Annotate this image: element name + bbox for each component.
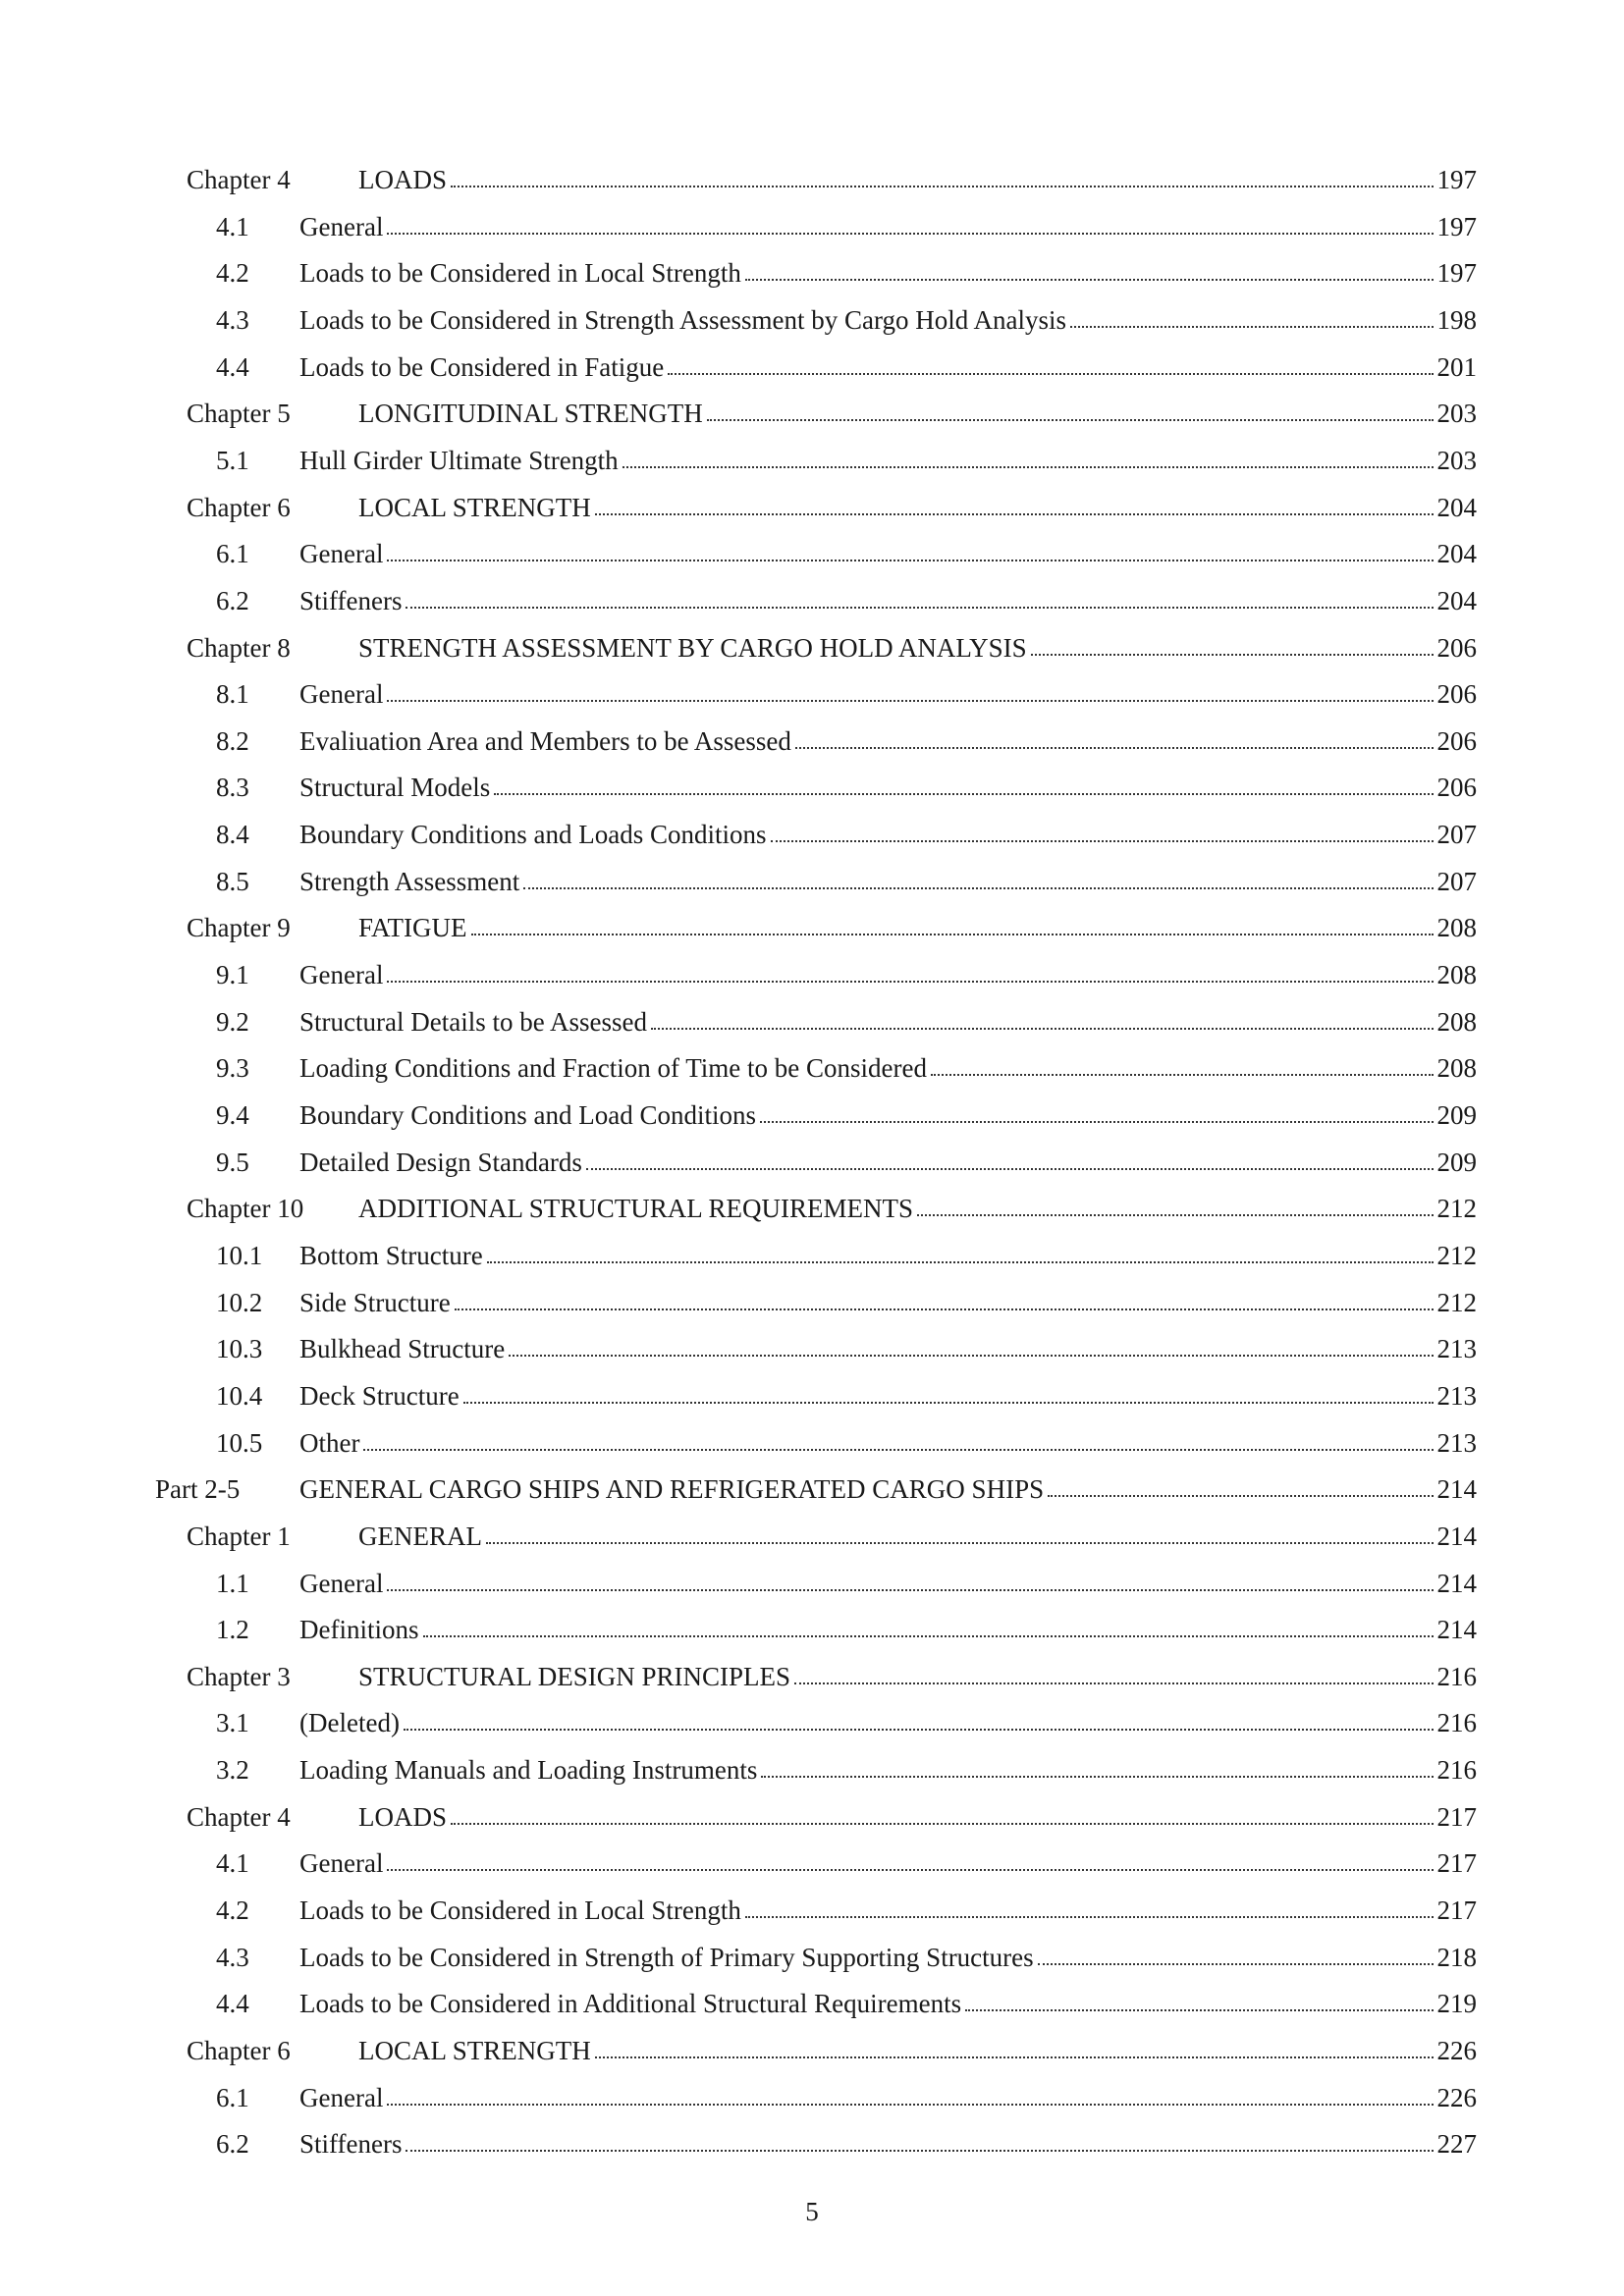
toc-entry-page: 227 <box>1436 2129 1477 2160</box>
dot-leader <box>406 607 1433 609</box>
toc-entry-section[interactable] <box>216 1925 1477 1972</box>
toc-entry-page: 204 <box>1436 492 1477 522</box>
dot-leader <box>463 1402 1434 1404</box>
toc-entry-number: 6.2 <box>216 585 249 615</box>
toc-entry-title: General <box>299 539 384 569</box>
toc-entry-title: Loads to be Considered in Local Strength <box>299 1896 741 1926</box>
toc-entry-page: 226 <box>1436 2082 1477 2112</box>
toc-entry-section[interactable] <box>216 802 1477 849</box>
dot-leader <box>387 1589 1433 1591</box>
toc-entry-page: 203 <box>1436 399 1477 429</box>
toc-entry-page: 208 <box>1436 1053 1477 1084</box>
toc-entry-title: FATIGUE <box>358 913 467 943</box>
dot-leader <box>1048 1495 1433 1497</box>
toc-entry-page: 203 <box>1436 445 1477 475</box>
toc-entry-title: General <box>299 1848 384 1879</box>
dot-leader <box>471 934 1434 935</box>
toc-entry-number: 8.2 <box>216 725 249 756</box>
toc-entry-page: 206 <box>1436 632 1477 663</box>
toc-entry-number: Chapter 8 <box>187 632 291 663</box>
toc-entry-title: Loads to be Considered in Fatigue <box>299 351 665 382</box>
toc-entry-number: 1.1 <box>216 1568 249 1598</box>
dot-leader <box>707 419 1434 421</box>
toc-entry-page: 206 <box>1436 725 1477 756</box>
dot-leader <box>1070 326 1434 328</box>
toc-entry-page: 197 <box>1436 165 1477 194</box>
page-number: 5 <box>805 2197 819 2226</box>
dot-leader <box>595 2056 1434 2058</box>
toc-entry-section[interactable] <box>216 1831 1477 1878</box>
toc-entry-page: 212 <box>1436 1287 1477 1317</box>
toc-entry-title: General <box>299 2082 384 2112</box>
toc-entry-section[interactable] <box>216 335 1477 382</box>
toc-entry-chapter[interactable] <box>187 1644 1477 1691</box>
toc-entry-page: 209 <box>1436 1147 1477 1177</box>
toc-entry-number: 4.1 <box>216 211 249 241</box>
toc-entry-number: 9.5 <box>216 1147 249 1177</box>
toc-entry-page: 197 <box>1436 258 1477 289</box>
toc-entry-chapter[interactable] <box>187 895 1477 942</box>
dot-leader <box>595 513 1434 515</box>
dot-leader <box>623 466 1434 468</box>
dot-leader <box>1031 654 1434 656</box>
toc-entry-section[interactable] <box>216 428 1477 475</box>
toc-entry-title: General <box>299 960 384 990</box>
toc-entry-section[interactable] <box>216 240 1477 288</box>
toc-entry-title: STRENGTH ASSESSMENT BY CARGO HOLD ANALYSIS <box>358 632 1027 663</box>
toc-entry-chapter[interactable] <box>187 1176 1477 1223</box>
toc-entry-number: Part 2-5 <box>155 1474 241 1505</box>
dot-leader <box>423 1635 1434 1637</box>
dot-leader <box>406 2150 1433 2152</box>
toc-entry-number: 9.3 <box>216 1053 249 1084</box>
toc-entry-number: Chapter 10 <box>187 1194 304 1224</box>
toc-entry-section[interactable] <box>216 989 1477 1037</box>
dot-leader <box>387 981 1433 983</box>
toc-entry-section[interactable] <box>216 755 1477 802</box>
toc-entry-section[interactable] <box>216 1551 1477 1598</box>
toc-entry-section[interactable] <box>216 568 1477 615</box>
dot-leader <box>363 1449 1433 1451</box>
toc-entry-number: 6.2 <box>216 2129 249 2160</box>
toc-entry-section[interactable] <box>216 1036 1477 1083</box>
toc-entry-title: GENERAL CARGO SHIPS AND REFRIGERATED CARGO SHIPS <box>299 1474 1045 1505</box>
toc-entry-page: 213 <box>1436 1380 1477 1411</box>
toc-entry-number: 6.1 <box>216 2082 249 2112</box>
toc-entry-number: Chapter 5 <box>187 399 291 429</box>
toc-entry-page: 214 <box>1436 1474 1477 1505</box>
toc-entry-page: 208 <box>1436 1006 1477 1037</box>
dot-leader <box>387 560 1433 561</box>
toc-entry-page: 207 <box>1436 866 1477 896</box>
toc-entry-number: 6.1 <box>216 539 249 569</box>
toc-entry-section[interactable] <box>216 2065 1477 2112</box>
toc-entry-number: 8.1 <box>216 679 249 710</box>
toc-entry-title: Loads to be Considered in Additional Structural Requirements <box>299 1989 962 2019</box>
toc-entry-title: Bulkhead Structure <box>299 1334 506 1364</box>
toc-entry-number: 4.3 <box>216 1942 249 1972</box>
toc-entry-number: 4.2 <box>216 258 249 289</box>
toc-entry-title: General <box>299 679 384 710</box>
toc-entry-section[interactable] <box>216 1878 1477 1925</box>
toc-entry-part[interactable] <box>155 1457 1477 1504</box>
toc-entry-number: 10.4 <box>216 1380 263 1411</box>
dot-leader <box>451 186 1433 187</box>
toc-entry-title: Stiffeners <box>299 2129 403 2160</box>
toc-entry-section[interactable] <box>216 849 1477 896</box>
toc-entry-section[interactable] <box>216 709 1477 756</box>
dot-leader <box>586 1168 1434 1170</box>
toc-entry-title: Loads to be Considered in Local Strength <box>299 258 741 289</box>
toc-entry-page: 208 <box>1436 913 1477 943</box>
toc-entry-section[interactable] <box>216 521 1477 568</box>
toc-entry-title: Stiffeners <box>299 585 403 615</box>
toc-entry-title: STRUCTURAL DESIGN PRINCIPLES <box>358 1661 791 1691</box>
toc-entry-number: 3.2 <box>216 1755 249 1786</box>
toc-entry-title: Other <box>299 1427 360 1458</box>
toc-entry-chapter[interactable] <box>187 615 1477 663</box>
toc-entry-title: Deck Structure <box>299 1380 460 1411</box>
toc-entry-title: Bottom Structure <box>299 1240 483 1270</box>
toc-entry-number: Chapter 1 <box>187 1521 291 1551</box>
dot-leader <box>771 840 1434 842</box>
toc-entry-title: Hull Girder Ultimate Strength <box>299 445 619 475</box>
dot-leader <box>917 1214 1434 1216</box>
toc-entry-section[interactable] <box>216 1316 1477 1363</box>
dot-leader <box>387 700 1433 702</box>
toc-entry-page: 219 <box>1436 1989 1477 2019</box>
toc-entry-title: LOADS <box>358 165 448 194</box>
dot-leader <box>404 1729 1434 1731</box>
toc-entry-section[interactable] <box>216 1223 1477 1270</box>
toc-entry-page: 226 <box>1436 2036 1477 2065</box>
toc-entry-number: 4.1 <box>216 1848 249 1879</box>
toc-entry-page: 217 <box>1436 1848 1477 1879</box>
toc-entry-number: 8.4 <box>216 820 249 850</box>
toc-entry-number: 4.4 <box>216 351 249 382</box>
toc-entry-number: Chapter 6 <box>187 2036 291 2065</box>
toc-entry-page: 213 <box>1436 1334 1477 1364</box>
toc-entry-title: General <box>299 1568 384 1598</box>
toc-entry-page: 217 <box>1436 1801 1477 1832</box>
toc-entry-page: 214 <box>1436 1568 1477 1598</box>
toc-entry-page: 216 <box>1436 1708 1477 1738</box>
dot-leader <box>486 1542 1434 1544</box>
toc-entry-page: 206 <box>1436 773 1477 803</box>
toc-entry-title: General <box>299 211 384 241</box>
dot-leader <box>794 1682 1433 1684</box>
toc-entry-section[interactable] <box>216 2111 1477 2159</box>
toc-entry-page: 208 <box>1436 960 1477 990</box>
toc-entry-section[interactable] <box>216 662 1477 709</box>
toc-entry-page: 218 <box>1436 1942 1477 1972</box>
dot-leader <box>760 1121 1434 1123</box>
toc-entry-number: 8.3 <box>216 773 249 803</box>
toc-entry-page: 214 <box>1436 1615 1477 1645</box>
dot-leader <box>387 233 1433 235</box>
toc-entry-title: LOCAL STRENGTH <box>358 492 591 522</box>
toc-entry-number: Chapter 9 <box>187 913 291 943</box>
toc-entry-chapter[interactable] <box>187 475 1477 522</box>
dot-leader <box>931 1074 1434 1076</box>
toc-entry-number: 8.5 <box>216 866 249 896</box>
toc-entry-page: 216 <box>1436 1661 1477 1691</box>
toc-entry-title: Detailed Design Standards <box>299 1147 582 1177</box>
toc-entry-title: Definitions <box>299 1615 419 1645</box>
toc-entry-section[interactable] <box>216 194 1477 241</box>
dot-leader <box>523 887 1433 889</box>
toc-entry-title: Structural Details to be Assessed <box>299 1006 647 1037</box>
dot-leader <box>965 2009 1433 2011</box>
toc-entry-number: Chapter 4 <box>187 1801 291 1832</box>
dot-leader <box>451 1823 1433 1825</box>
toc-entry-chapter[interactable] <box>187 1504 1477 1551</box>
toc-entry-title: LONGITUDINAL STRENGTH <box>358 399 703 429</box>
toc-entry-number: 9.4 <box>216 1100 249 1130</box>
toc-entry-section[interactable] <box>216 1130 1477 1177</box>
dot-leader <box>487 1261 1434 1263</box>
toc-entry-number: Chapter 4 <box>187 165 291 194</box>
dot-leader <box>745 1916 1434 1918</box>
toc-entry-section[interactable] <box>216 1411 1477 1458</box>
toc-entry-section[interactable] <box>216 1737 1477 1785</box>
dot-leader <box>761 1776 1433 1778</box>
dot-leader <box>455 1308 1434 1310</box>
toc-entry-title: Structural Models <box>299 773 491 803</box>
toc-entry-page: 207 <box>1436 820 1477 850</box>
dot-leader <box>668 373 1433 375</box>
toc-entry-page: 213 <box>1436 1427 1477 1458</box>
toc-entry-page: 212 <box>1436 1240 1477 1270</box>
dot-leader <box>651 1028 1434 1030</box>
toc-entry-chapter[interactable] <box>187 381 1477 428</box>
toc-entry-section[interactable] <box>216 288 1477 335</box>
toc-entry-number: 4.3 <box>216 304 249 335</box>
toc-entry-title: Boundary Conditions and Loads Conditions <box>299 820 767 850</box>
toc-entry-section[interactable] <box>216 1597 1477 1644</box>
toc-entry-chapter[interactable] <box>187 1785 1477 1832</box>
toc-entry-title: Boundary Conditions and Load Conditions <box>299 1100 756 1130</box>
toc-entry-number: 10.5 <box>216 1427 263 1458</box>
dot-leader <box>1038 1963 1434 1965</box>
dot-leader <box>795 747 1434 749</box>
toc-entry-title: ADDITIONAL STRUCTURAL REQUIREMENTS <box>358 1194 913 1224</box>
toc-entry-number: 1.2 <box>216 1615 249 1645</box>
toc-entry-title: LOCAL STRENGTH <box>358 2036 591 2065</box>
toc-entry-chapter[interactable] <box>187 2018 1477 2065</box>
toc-entry-page: 209 <box>1436 1100 1477 1130</box>
toc-entry-page: 216 <box>1436 1755 1477 1786</box>
toc-entry-page: 212 <box>1436 1194 1477 1224</box>
dot-leader <box>745 279 1434 281</box>
toc-entry-title: Loading Manuals and Loading Instruments <box>299 1755 758 1786</box>
toc-entry-page: 197 <box>1436 211 1477 241</box>
toc-entry-number: 10.1 <box>216 1240 263 1270</box>
toc-entry-page: 206 <box>1436 679 1477 710</box>
toc-entry-title: Loads to be Considered in Strength Assessment by Cargo Hold Analysis <box>299 304 1066 335</box>
toc-entry-title: Loads to be Considered in Strength of Primary Supporting Structures <box>299 1942 1034 1972</box>
toc-entry-section[interactable] <box>216 1971 1477 2018</box>
toc-entry-number: 5.1 <box>216 445 249 475</box>
toc-entry-page: 204 <box>1436 539 1477 569</box>
toc-entry-number: 4.2 <box>216 1896 249 1926</box>
toc-entry-number: 10.3 <box>216 1334 263 1364</box>
toc-entry-page: 214 <box>1436 1521 1477 1551</box>
toc-entry-title: GENERAL <box>358 1521 482 1551</box>
toc-entry-section[interactable] <box>216 1363 1477 1411</box>
toc-entry-section[interactable] <box>216 1083 1477 1130</box>
dot-leader <box>387 2104 1433 2106</box>
toc-entry-page: 198 <box>1436 304 1477 335</box>
toc-entry-chapter[interactable] <box>187 147 1477 194</box>
toc-entry-section[interactable] <box>216 942 1477 989</box>
toc-entry-number: Chapter 3 <box>187 1661 291 1691</box>
toc-entry-section[interactable] <box>216 1270 1477 1317</box>
toc-entry-number: 3.1 <box>216 1708 249 1738</box>
toc-entry-number: 4.4 <box>216 1989 249 2019</box>
dot-leader <box>494 793 1433 795</box>
toc-entry-page: 217 <box>1436 1896 1477 1926</box>
toc-entry-section[interactable] <box>216 1690 1477 1737</box>
toc-entry-page: 204 <box>1436 585 1477 615</box>
toc-entry-title: Loading Conditions and Fraction of Time to be Considered <box>299 1053 927 1084</box>
toc-entry-number: 10.2 <box>216 1287 263 1317</box>
toc-entry-title: Side Structure <box>299 1287 451 1317</box>
toc-entry-title: Strength Assessment <box>299 866 520 896</box>
toc-entry-page: 201 <box>1436 351 1477 382</box>
toc-entry-number: 9.2 <box>216 1006 249 1037</box>
toc-entry-title: (Deleted) <box>299 1708 400 1738</box>
toc-entry-number: Chapter 6 <box>187 492 291 522</box>
toc-entry-number: 9.1 <box>216 960 249 990</box>
dot-leader <box>509 1355 1433 1357</box>
toc-entry-title: LOADS <box>358 1801 448 1832</box>
toc-entry-title: Evaliuation Area and Members to be Assessed <box>299 725 791 756</box>
dot-leader <box>387 1869 1433 1871</box>
